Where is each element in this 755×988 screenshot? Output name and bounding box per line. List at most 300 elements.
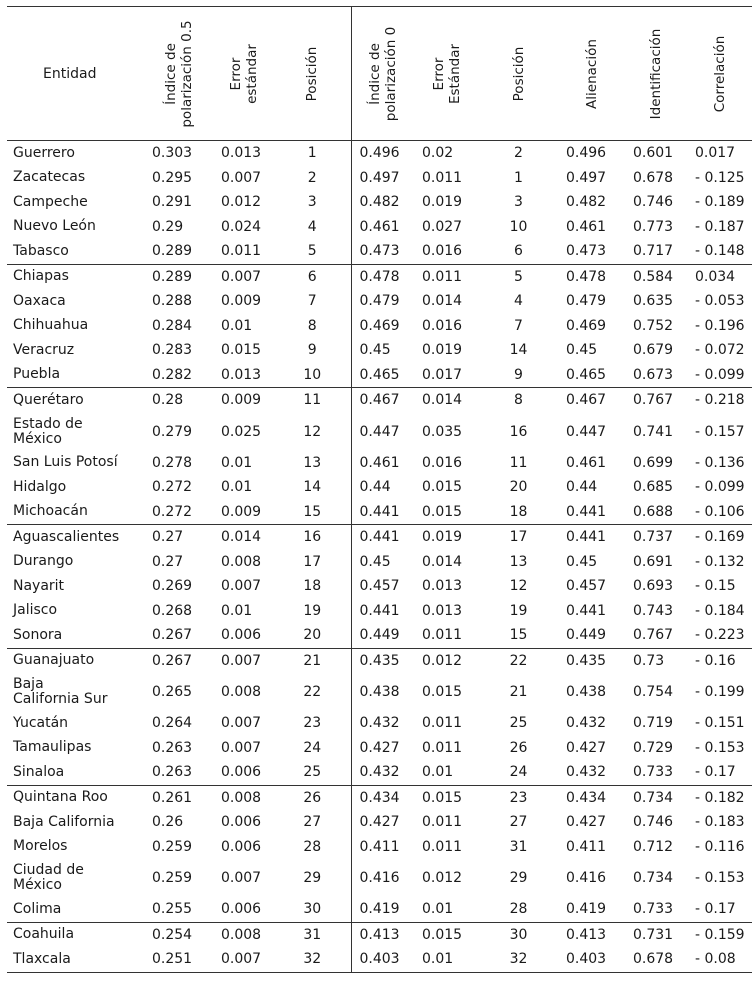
table-row	[7, 835, 752, 860]
cell-posicion-2: 22	[479, 648, 558, 673]
cell-entidad: Estado de México	[13, 415, 83, 447]
cell-correlacion: - 0.159	[687, 922, 752, 947]
cell-indice-05: 0.261	[144, 785, 213, 810]
cell-error-1: 0.013	[221, 366, 262, 383]
cell-correlacion: - 0.15	[695, 578, 736, 595]
cell-error-2: 0.011	[422, 627, 463, 644]
cell-indice-05: 0.288	[152, 293, 193, 310]
cell-indice-05: 0.282	[152, 366, 193, 383]
cell-indice-05: 0.272	[152, 503, 193, 520]
cell-correlacion: - 0.17	[695, 764, 736, 781]
cell-posicion-1: 18	[274, 574, 351, 599]
header-alienacion	[558, 7, 625, 141]
cell-indice-0: 0.411	[359, 838, 400, 855]
cell-alienacion: 0.467	[558, 388, 625, 413]
cell-alienacion: 0.496	[566, 145, 607, 162]
cell-error-2: 0.019	[422, 342, 463, 359]
cell-error-2: 0.011	[422, 814, 463, 831]
cell-identificacion: 0.767	[633, 627, 674, 644]
cell-indice-0: 0.479	[359, 293, 400, 310]
cell-correlacion: - 0.053	[695, 293, 745, 310]
cell-correlacion: - 0.223	[695, 627, 745, 644]
cell-error-2: 0.035	[422, 423, 463, 440]
cell-correlacion: - 0.184	[695, 602, 745, 619]
cell-posicion-2: 11	[509, 454, 528, 471]
cell-indice-0: 0.441	[359, 602, 400, 619]
cell-identificacion: 0.734	[633, 870, 674, 886]
cell-alienacion: 0.427	[566, 739, 607, 756]
header-indice0-line2: polarización 0	[382, 26, 399, 121]
cell-entidad: Tlaxcala	[7, 947, 144, 972]
cell-indice-0: 0.478	[351, 264, 414, 289]
header-indice05-line2: polarización 0.5	[178, 19, 195, 128]
cell-posicion-2: 29	[509, 870, 528, 886]
cell-error-1: 0.013	[221, 145, 262, 162]
cell-identificacion: 0.719	[633, 715, 674, 732]
cell-posicion-1: 1	[274, 141, 351, 166]
cell-posicion-1: 13	[274, 451, 351, 476]
table-row	[7, 859, 752, 897]
cell-identificacion: 0.678	[633, 169, 674, 186]
cell-indice-0: 0.496	[359, 145, 400, 162]
cell-error-1: 0.025	[221, 423, 262, 440]
table-row	[7, 648, 752, 673]
cell-posicion-2: 16	[509, 423, 528, 440]
cell-posicion-2: 27	[509, 814, 528, 831]
header-error-estandar-1	[213, 7, 274, 141]
header-row	[7, 7, 752, 141]
cell-entidad: San Luis Potosí	[13, 454, 118, 471]
cell-correlacion: - 0.132	[695, 553, 745, 570]
cell-error-2: 0.011	[422, 715, 463, 732]
cell-alienacion: 0.457	[566, 578, 607, 595]
cell-posicion-2: 5	[479, 264, 558, 289]
cell-posicion-1: 16	[274, 525, 351, 550]
cell-entidad: Baja California	[13, 813, 115, 830]
cell-error-1: 0.007	[213, 264, 274, 289]
cell-error-1: 0.007	[221, 870, 262, 886]
cell-identificacion: 0.741	[633, 423, 674, 440]
cell-indice-0: 0.441	[359, 503, 400, 520]
cell-indice-05: 0.284	[152, 317, 193, 334]
cell-correlacion: - 0.218	[687, 388, 752, 413]
cell-indice-0: 0.473	[359, 243, 400, 260]
cell-correlacion: - 0.183	[695, 814, 745, 831]
cell-alienacion: 0.419	[566, 901, 607, 918]
cell-error-1: 0.01	[221, 317, 253, 334]
cell-indice-0: 0.416	[359, 870, 400, 886]
cell-indice-0: 0.465	[359, 366, 400, 383]
polarization-table	[7, 6, 752, 973]
cell-error-1: 0.008	[221, 684, 262, 700]
cell-error-2: 0.019	[414, 525, 479, 550]
cell-alienacion: 0.438	[566, 684, 607, 700]
cell-posicion-1: 27	[274, 810, 351, 835]
cell-indice-05: 0.251	[144, 947, 213, 972]
cell-alienacion: 0.403	[558, 947, 625, 972]
cell-error-2: 0.014	[422, 293, 463, 310]
cell-indice-05: 0.295	[152, 169, 193, 186]
cell-alienacion: 0.45	[566, 553, 598, 570]
cell-identificacion: 0.678	[625, 947, 687, 972]
cell-error-2: 0.016	[422, 317, 463, 334]
cell-posicion-1: 20	[274, 623, 351, 648]
table-row	[7, 574, 752, 599]
cell-identificacion: 0.767	[625, 388, 687, 413]
cell-identificacion: 0.688	[633, 503, 674, 520]
cell-posicion-1: 22	[274, 673, 351, 711]
cell-posicion-2: 25	[509, 715, 528, 732]
cell-error-2: 0.013	[422, 578, 463, 595]
cell-error-1: 0.009	[213, 388, 274, 413]
cell-error-1: 0.01	[221, 602, 253, 619]
cell-error-1: 0.014	[213, 525, 274, 550]
cell-error-2: 0.01	[422, 901, 454, 918]
header-error1-line1: Error	[227, 57, 244, 90]
cell-indice-0: 0.449	[359, 627, 400, 644]
cell-correlacion: - 0.196	[695, 317, 745, 334]
cell-posicion-2: 4	[514, 293, 523, 310]
table-row	[7, 623, 752, 648]
cell-alienacion: 0.482	[566, 194, 607, 211]
cell-error-1: 0.008	[213, 922, 274, 947]
cell-identificacion: 0.734	[625, 785, 687, 810]
cell-posicion-1: 32	[274, 947, 351, 972]
cell-indice-0: 0.432	[359, 764, 400, 781]
cell-error-1: 0.006	[221, 838, 262, 855]
header-posicion-2	[479, 7, 558, 141]
cell-error-2: 0.02	[422, 145, 454, 162]
cell-correlacion: - 0.125	[695, 169, 745, 186]
header-alienacion-label: Alienación	[583, 38, 600, 109]
cell-error-1: 0.007	[213, 947, 274, 972]
cell-entidad: Campeche	[13, 193, 88, 210]
cell-posicion-1: 21	[274, 648, 351, 673]
cell-correlacion: 0.034	[687, 264, 752, 289]
cell-indice-05: 0.268	[152, 602, 193, 619]
cell-posicion-1: 5	[274, 239, 351, 264]
cell-identificacion: 0.691	[633, 553, 674, 570]
header-error2-line2: Estándar	[446, 43, 463, 104]
cell-error-1: 0.006	[221, 764, 262, 781]
cell-posicion-2: 8	[479, 388, 558, 413]
table-row	[7, 475, 752, 500]
cell-error-2: 0.027	[422, 218, 463, 235]
table-row	[7, 736, 752, 761]
cell-indice-05: 0.263	[152, 739, 193, 756]
cell-error-2: 0.012	[414, 648, 479, 673]
cell-posicion-2: 15	[509, 627, 528, 644]
table-row	[7, 264, 752, 289]
cell-identificacion: 0.752	[633, 317, 674, 334]
cell-indice-0: 0.413	[351, 922, 414, 947]
cell-posicion-1: 24	[274, 736, 351, 761]
header-correlacion	[687, 7, 752, 141]
cell-entidad: Morelos	[13, 838, 68, 855]
cell-identificacion: 0.673	[633, 366, 674, 383]
cell-indice-05: 0.259	[152, 870, 193, 886]
cell-entidad: Michoacán	[13, 503, 88, 520]
cell-alienacion: 0.441	[566, 503, 607, 520]
cell-posicion-2: 13	[509, 553, 528, 570]
cell-alienacion: 0.449	[566, 627, 607, 644]
cell-alienacion: 0.497	[566, 169, 607, 186]
cell-posicion-2: 20	[509, 479, 528, 496]
cell-identificacion: 0.731	[625, 922, 687, 947]
table-row	[7, 673, 752, 711]
cell-posicion-2: 9	[514, 366, 523, 383]
cell-error-1: 0.007	[221, 739, 262, 756]
cell-error-1: 0.008	[213, 785, 274, 810]
cell-posicion-1: 3	[274, 190, 351, 215]
cell-posicion-1: 29	[274, 859, 351, 897]
cell-indice-0: 0.447	[359, 423, 400, 440]
cell-identificacion: 0.712	[633, 838, 674, 855]
cell-alienacion: 0.44	[566, 479, 598, 496]
cell-identificacion: 0.746	[633, 194, 674, 211]
cell-posicion-1: 19	[274, 599, 351, 624]
table-row	[7, 500, 752, 525]
cell-indice-0: 0.482	[359, 194, 400, 211]
table-row	[7, 810, 752, 835]
cell-entidad: Nayarit	[13, 577, 65, 594]
cell-alienacion: 0.461	[566, 454, 607, 471]
cell-indice-05: 0.265	[152, 684, 193, 700]
cell-entidad: Baja California Sur	[13, 676, 108, 707]
cell-error-2: 0.019	[422, 194, 463, 211]
cell-posicion-2: 18	[509, 503, 528, 520]
cell-entidad: Guerrero	[13, 144, 75, 161]
table-row	[7, 922, 752, 947]
cell-posicion-2: 21	[509, 684, 528, 700]
cell-entidad: Chiapas	[7, 264, 144, 289]
cell-posicion-2: 12	[509, 578, 528, 595]
cell-indice-0: 0.427	[359, 739, 400, 756]
header-posicion-1	[274, 7, 351, 141]
cell-indice-05: 0.279	[152, 423, 193, 440]
table-row	[7, 338, 752, 363]
cell-indice-05: 0.283	[152, 342, 193, 359]
cell-alienacion: 0.434	[558, 785, 625, 810]
cell-correlacion: - 0.16	[687, 648, 752, 673]
cell-correlacion: - 0.199	[695, 684, 745, 700]
header-indice-polarizacion-0	[351, 7, 414, 141]
cell-indice-05: 0.26	[152, 814, 184, 831]
table-row	[7, 785, 752, 810]
cell-entidad: Hidalgo	[13, 478, 67, 495]
cell-error-2: 0.012	[422, 870, 463, 886]
cell-indice-05: 0.264	[152, 715, 193, 732]
cell-alienacion: 0.432	[566, 715, 607, 732]
cell-indice-05: 0.291	[152, 194, 193, 211]
cell-indice-05: 0.303	[152, 145, 193, 162]
cell-correlacion: - 0.151	[695, 715, 745, 732]
cell-posicion-1: 11	[274, 388, 351, 413]
cell-error-2: 0.013	[422, 602, 463, 619]
cell-correlacion: - 0.169	[687, 525, 752, 550]
table-row	[7, 947, 752, 972]
table-row	[7, 314, 752, 339]
cell-posicion-2: 23	[479, 785, 558, 810]
cell-posicion-1: 15	[274, 500, 351, 525]
table-row	[7, 190, 752, 215]
cell-posicion-1: 23	[274, 711, 351, 736]
cell-error-2: 0.014	[414, 388, 479, 413]
cell-alienacion: 0.461	[566, 218, 607, 235]
cell-posicion-1: 9	[274, 338, 351, 363]
cell-alienacion: 0.469	[566, 317, 607, 334]
table-row	[7, 525, 752, 550]
cell-identificacion: 0.729	[633, 739, 674, 756]
cell-indice-05: 0.272	[152, 479, 193, 496]
cell-posicion-2: 1	[514, 169, 523, 186]
header-indice-polarizacion-05	[144, 7, 213, 141]
cell-alienacion: 0.447	[566, 423, 607, 440]
cell-indice-05: 0.27	[152, 553, 184, 570]
cell-indice-0: 0.45	[359, 553, 391, 570]
table-row	[7, 166, 752, 191]
cell-posicion-1: 25	[274, 760, 351, 785]
cell-entidad: Querétaro	[7, 388, 144, 413]
cell-indice-0: 0.438	[359, 684, 400, 700]
cell-entidad: Zacatecas	[13, 169, 86, 186]
cell-posicion-2: 26	[509, 739, 528, 756]
cell-identificacion: 0.773	[633, 218, 674, 235]
cell-alienacion: 0.473	[566, 243, 607, 260]
cell-posicion-1: 6	[274, 264, 351, 289]
cell-indice-05: 0.289	[152, 243, 193, 260]
cell-error-2: 0.01	[422, 764, 454, 781]
cell-alienacion: 0.427	[566, 814, 607, 831]
cell-correlacion: - 0.08	[687, 947, 752, 972]
cell-indice-05: 0.259	[152, 838, 193, 855]
cell-entidad: Coahuila	[7, 922, 144, 947]
cell-posicion-2: 17	[479, 525, 558, 550]
cell-indice-0: 0.441	[351, 525, 414, 550]
cell-posicion-2: 31	[509, 838, 528, 855]
cell-correlacion: - 0.17	[695, 901, 736, 918]
cell-entidad: Sonora	[13, 626, 63, 643]
cell-error-2: 0.015	[422, 479, 463, 496]
cell-posicion-1: 2	[274, 166, 351, 191]
cell-correlacion: - 0.153	[695, 739, 745, 756]
cell-error-1: 0.009	[221, 503, 262, 520]
cell-entidad: Veracruz	[13, 341, 75, 358]
cell-error-2: 0.015	[414, 785, 479, 810]
cell-error-2: 0.011	[422, 838, 463, 855]
table-row	[7, 760, 752, 785]
cell-identificacion: 0.679	[633, 342, 674, 359]
cell-entidad: Tabasco	[13, 242, 69, 259]
cell-indice-05: 0.28	[144, 388, 213, 413]
cell-posicion-1: 26	[274, 785, 351, 810]
table-row	[7, 451, 752, 476]
table-row	[7, 599, 752, 624]
cell-alienacion: 0.416	[566, 870, 607, 886]
cell-correlacion: - 0.189	[695, 194, 745, 211]
cell-error-1: 0.007	[221, 169, 262, 186]
cell-indice-0: 0.469	[359, 317, 400, 334]
cell-indice-0: 0.403	[351, 947, 414, 972]
cell-correlacion: - 0.153	[695, 870, 745, 886]
cell-alienacion: 0.45	[566, 342, 598, 359]
cell-indice-0: 0.427	[359, 814, 400, 831]
cell-indice-0: 0.419	[359, 901, 400, 918]
cell-correlacion: - 0.099	[695, 366, 745, 383]
cell-error-2: 0.014	[422, 553, 463, 570]
cell-alienacion: 0.413	[558, 922, 625, 947]
cell-entidad: Chihuahua	[13, 317, 89, 334]
cell-posicion-1: 8	[274, 314, 351, 339]
cell-posicion-1: 14	[274, 475, 351, 500]
cell-posicion-2: 32	[479, 947, 558, 972]
cell-correlacion: - 0.116	[695, 838, 745, 855]
cell-alienacion: 0.479	[566, 293, 607, 310]
cell-error-1: 0.012	[221, 194, 262, 211]
cell-identificacion: 0.733	[633, 901, 674, 918]
cell-correlacion: - 0.072	[695, 342, 745, 359]
cell-alienacion: 0.441	[566, 602, 607, 619]
cell-error-2: 0.011	[414, 264, 479, 289]
header-correlacion-label: Correlación	[711, 35, 728, 112]
header-error1-line2: estándar	[243, 43, 260, 104]
cell-entidad: Sinaloa	[13, 763, 65, 780]
cell-error-1: 0.01	[221, 479, 253, 496]
cell-correlacion: 0.017	[695, 145, 736, 162]
cell-error-1: 0.01	[221, 454, 253, 471]
cell-entidad: Guanajuato	[7, 648, 144, 673]
table-row	[7, 239, 752, 264]
cell-identificacion: 0.746	[633, 814, 674, 831]
cell-indice-0: 0.434	[351, 785, 414, 810]
header-entidad: Entidad	[7, 7, 144, 141]
cell-correlacion: - 0.136	[695, 454, 745, 471]
cell-alienacion: 0.411	[566, 838, 607, 855]
cell-indice-0: 0.457	[359, 578, 400, 595]
cell-entidad: Puebla	[13, 366, 61, 383]
cell-posicion-2: 3	[514, 194, 523, 211]
cell-entidad: Colima	[13, 900, 62, 917]
cell-alienacion: 0.441	[558, 525, 625, 550]
cell-error-1: 0.008	[221, 553, 262, 570]
table-row	[7, 289, 752, 314]
cell-indice-0: 0.467	[351, 388, 414, 413]
cell-indice-0: 0.435	[351, 648, 414, 673]
cell-error-1: 0.007	[221, 715, 262, 732]
cell-error-2: 0.011	[422, 169, 463, 186]
cell-error-1: 0.007	[221, 578, 262, 595]
cell-entidad: Nuevo León	[13, 218, 96, 235]
cell-indice-0: 0.497	[359, 169, 400, 186]
cell-indice-05: 0.278	[152, 454, 193, 471]
cell-entidad: Ciudad de México	[13, 862, 84, 893]
cell-posicion-1: 10	[274, 363, 351, 388]
cell-entidad: Quintana Roo	[7, 785, 144, 810]
header-identificacion-label: Identificación	[648, 28, 664, 119]
cell-posicion-2: 28	[509, 901, 528, 918]
cell-error-1: 0.006	[221, 627, 262, 644]
cell-indice-05: 0.255	[152, 901, 193, 918]
cell-indice-0: 0.44	[359, 479, 391, 496]
cell-identificacion: 0.635	[633, 293, 674, 310]
cell-entidad: Durango	[13, 553, 74, 570]
cell-identificacion: 0.601	[633, 145, 674, 162]
cell-identificacion: 0.754	[633, 684, 674, 700]
cell-indice-0: 0.45	[359, 342, 391, 359]
cell-identificacion: 0.73	[625, 648, 687, 673]
cell-entidad: Jalisco	[13, 602, 58, 619]
cell-identificacion: 0.743	[633, 602, 674, 619]
